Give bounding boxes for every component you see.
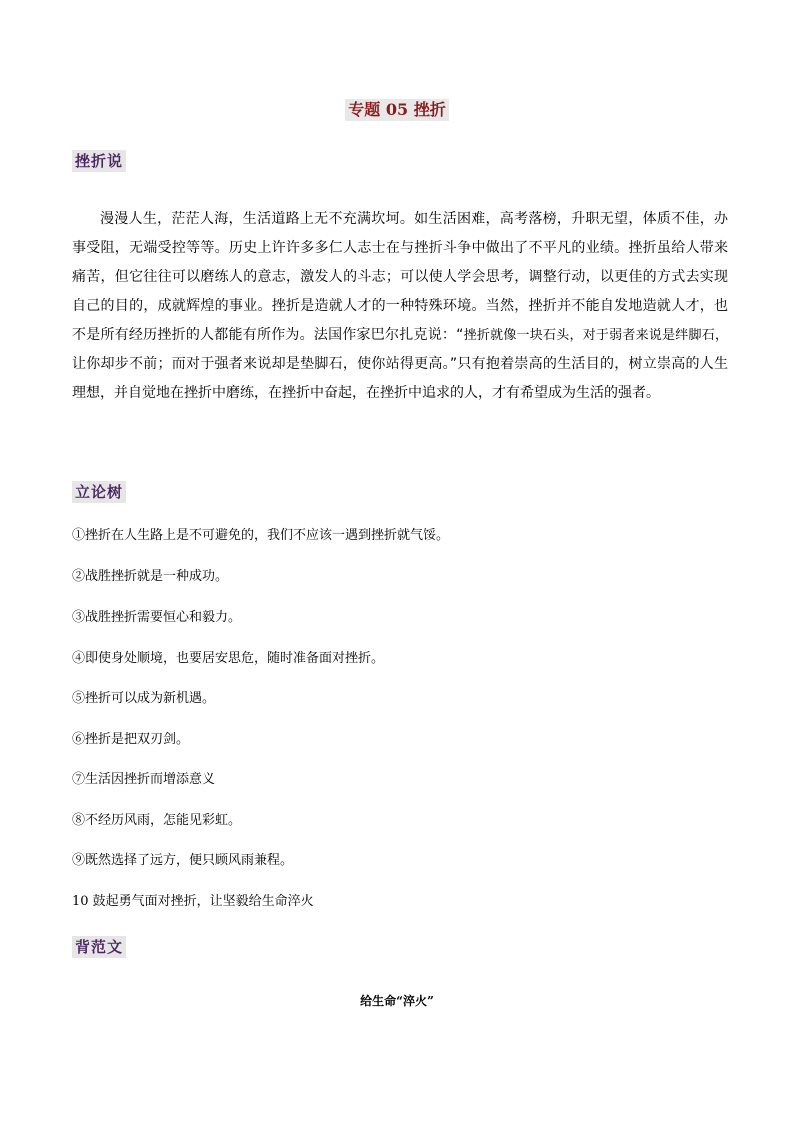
thesis-item: ⑨既然选择了远方，便只顾风雨兼程。	[72, 853, 294, 868]
intro-paragraph	[72, 205, 728, 408]
thesis-item: ②战胜挫折就是一种成功。	[72, 569, 229, 584]
section-heading-intro: 挫折说	[72, 150, 126, 172]
thesis-item: ⑧不经历风雨，怎能见彩虹。	[72, 813, 242, 828]
document-title-text: 专题 05 挫折	[345, 99, 448, 121]
intro-quote: 挫折就像一块石头，对于弱者来说是绊脚石，	[463, 328, 728, 343]
thesis-item: 10 鼓起勇气面对挫折，让坚毅给生命淬火	[72, 894, 314, 909]
thesis-item: ⑤挫折可以成为新机遇。	[72, 691, 216, 706]
essay-title: 给生命“淬火”	[360, 994, 434, 1008]
section-heading-essay: 背范文	[72, 936, 126, 958]
thesis-item: ⑦生活因挫折而增添意义	[72, 772, 216, 787]
thesis-item: ③战胜挫折需要恒心和毅力。	[72, 610, 242, 625]
intro-text-part2: 让你却步不前；而对于强者来说却是垫脚石，使你站得更高。”只有抱着崇高的生活目的，树立崇高的人生理想，并自觉地在挫折中磨练，在挫折中奋起，在挫折中追求的人，才有希望成为生活的强者。	[72, 356, 728, 401]
thesis-item: ①挫折在人生路上是不可避免的，我们不应该一遇到挫折就气馁。	[72, 528, 450, 543]
intro-text-part1: 漫漫人生，茫茫人海，生活道路上无不充满坎坷。如生活困难，高考落榜，升职无望，体质不佳，办事受阻，无端受控等等。历史上许许多多仁人志士在与挫折斗争中做出了不平凡的业绩。挫折虽给人带来痛苦，但它往往可以磨练人的意志，激发人的斗志；可以使人学会思考，调整行动，以更佳的方式去实现自己的目的，成就辉煌的事业。挫折是造就人才的一种特殊环境。当然，挫折并不能自发地造就人才，也不是所有经历挫折的人都能有所作为。法国作家巴尔扎克说：“	[72, 211, 728, 343]
thesis-item: ⑥挫折是把双刃剑。	[72, 732, 190, 747]
thesis-item: ④即使身处顺境，也要居安思危，随时准备面对挫折。	[72, 651, 385, 666]
section-heading-theses: 立论树	[72, 481, 126, 503]
document-title	[0, 99, 794, 121]
